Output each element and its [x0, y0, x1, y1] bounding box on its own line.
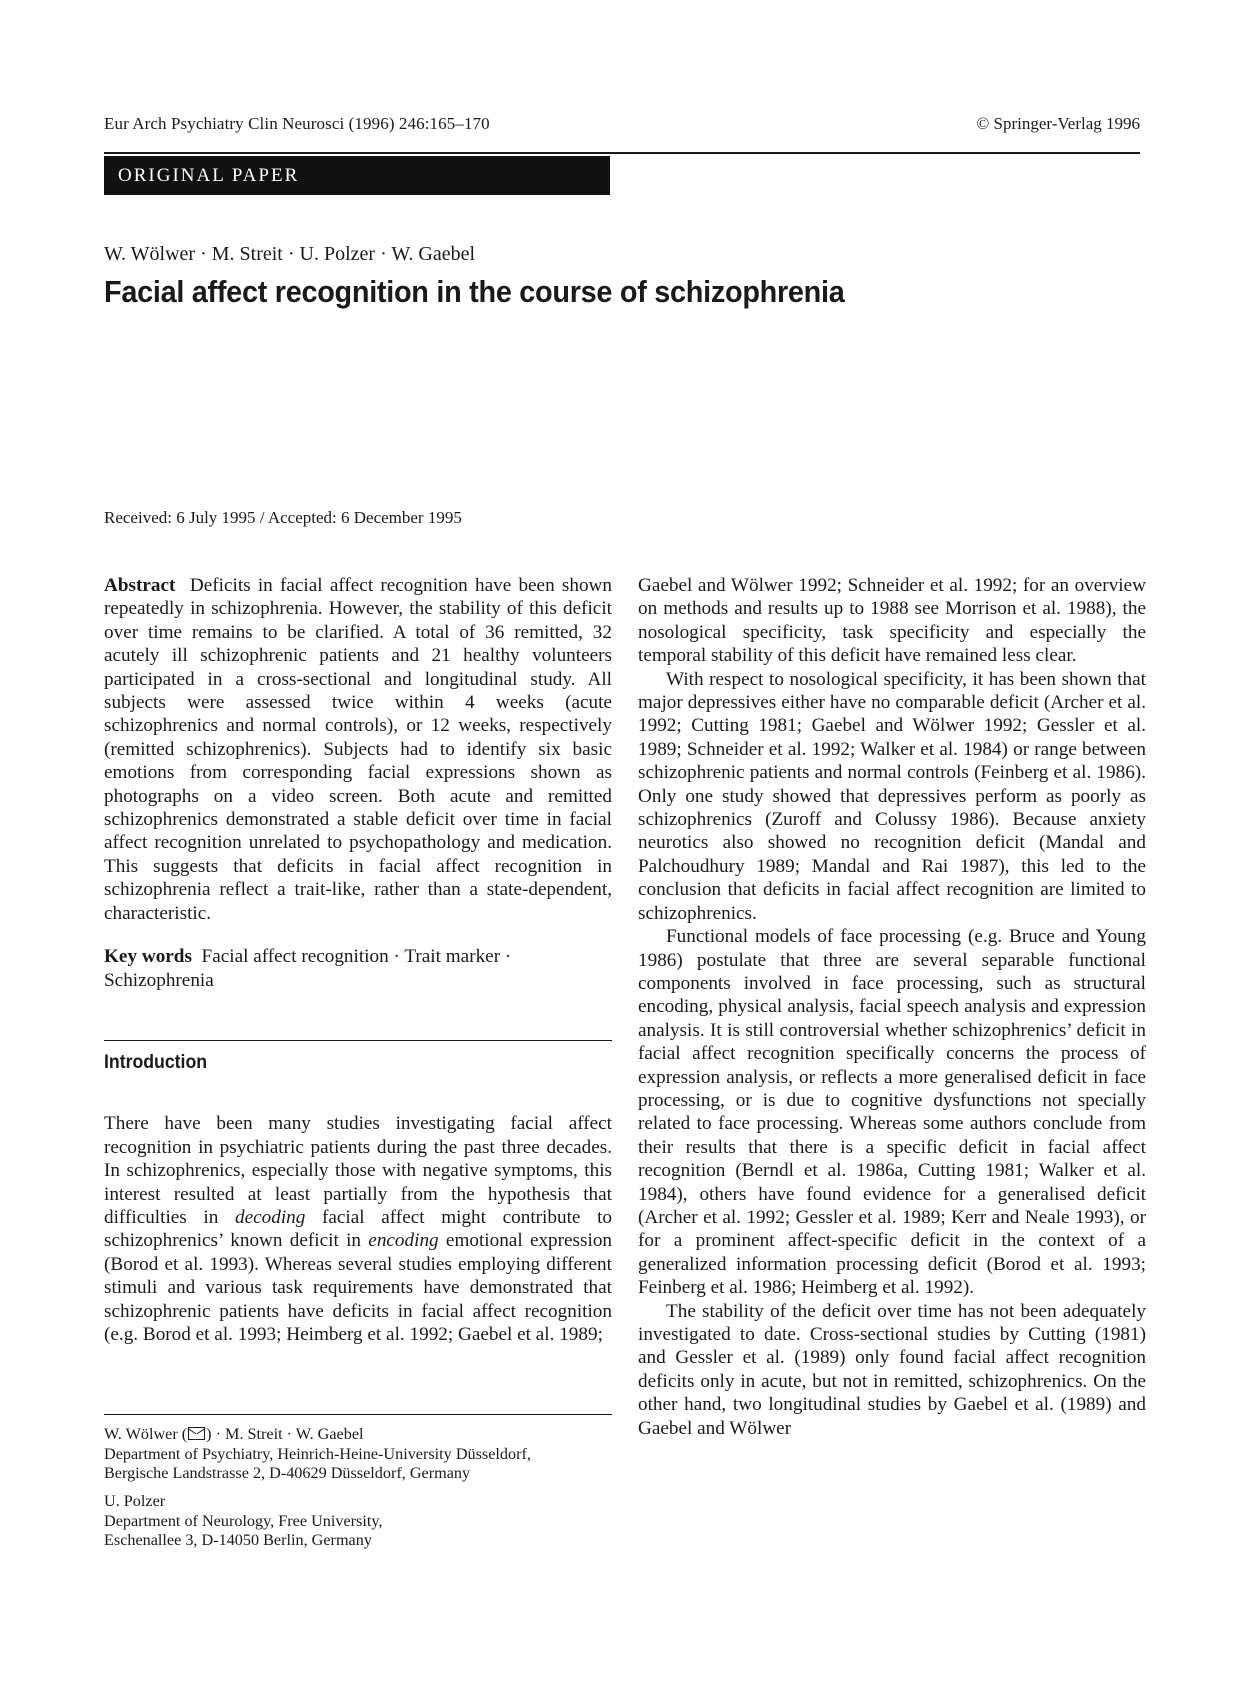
- fn2-author: U. Polzer: [104, 1492, 166, 1510]
- fn1-address: Bergische Landstrasse 2, D-40629 Düsseldorf, Germany: [104, 1464, 471, 1482]
- body-paragraph-3: Functional models of face processing (e.g. Bruce and Young 1986) postulate that three are several separable functional components involved in face processing, such as structural encoding, physical analysis, facial speech analysis and expression analysis. It is still controversial whether schizophrenics’ deficit in facial affect recognition specifically concerns the process of expression analysis, or reflects a more generalised deficit in face processing, or is due to cognitive dysfunctions not specially related to face processing. Whereas some authors conclude from their results that there is a specific deficit in facial affect recognition (Berndl et al. 1986a, Cutting 1981; Walker et al. 1984), others have found evidence for a generalised deficit (Archer et al. 1992; Gessler et al. 1989; Kerr and Neale 1993), or for a prominent affect-specific deficit in the context of a generalized information processing deficit (Borod et al. 1993; Feinberg et al. 1986; Heimberg et al. 1992).: [638, 926, 1146, 1299]
- envelope-icon: [188, 1427, 205, 1440]
- author-list: W. Wölwer · M. Streit · U. Polzer · W. Gaebel: [104, 243, 476, 265]
- copyright: © Springer-Verlag 1996: [976, 114, 1140, 133]
- keywords-text: Facial affect recognition · Trait marker · Schizophrenia: [104, 946, 512, 991]
- corresponding-authors: [104, 1425, 612, 1445]
- received-accepted-dates: Received: 6 July 1995 / Accepted: 6 December 1995: [104, 508, 462, 527]
- keywords: [104, 945, 612, 992]
- article-type-badge: ORIGINAL PAPER: [104, 156, 610, 195]
- intro-text-b: facial affect might contribute to schizophrenics’ known deficit in: [104, 1206, 612, 1252]
- fn2-department: Department of Neurology, Free University,: [104, 1511, 383, 1530]
- journal-citation: Eur Arch Psychiatry Clin Neurosci (1996) 246:165–170: [104, 114, 490, 133]
- right-column: [638, 574, 1146, 1440]
- keywords-label: Key words: [104, 946, 192, 968]
- corresponding-author-affiliation: [104, 1425, 612, 1484]
- abstract-text: Deficits in facial affect recognition have been shown repeatedly in schizophrenia. However, the stability of this deficit over time remains to be clarified. A total of 36 remitted, 32 acutely ill schizophrenic patients and 21 healthy volunteers participated in a cross-sectional and longitudinal study. All subjects were assessed twice within 4 weeks (acute schizophrenics and normal controls), or 12 weeks, respectively (remitted schizophrenics). Subjects had to identify six basic emotions from corresponding facial expressions shown as photographs on a video screen. Both acute and remitted schizophrenics demonstrated a stable deficit over time in facial affect recognition unrelated to psychopathology and medication. This suggests that deficits in facial affect recognition in schizophrenia reflect a trait-like, rather than a state-dependent, characteristic.: [104, 575, 612, 924]
- body-paragraph-2: With respect to nosological specificity, it has been shown that major depressives either have no comparable deficit (Archer et al. 1992; Cutting 1981; Gaebel and Wölwer 1992; Gessler et al. 1989; Schneider et al. 1992; Walker et al. 1984) or range between schizophrenic patients and normal controls (Feinberg et al. 1986). Only one study showed that depressives perform as poorly as schizophrenics (Zuroff and Colussy 1986). Because anxiety neurotics also showed no recognition deficit (Mandal and Palchoudhury 1989; Mandal and Rai 1987), this led to the conclusion that deficits in facial affect recognition are limited to schizophrenics.: [638, 668, 1146, 924]
- intro-text-a: There have been many studies investigating facial affect recognition in psychiatric patients during the past three decades. In schizophrenics, especially those with negative symptoms, this interest resulted at least partially from the hypothesis that difficulties in: [104, 1113, 612, 1228]
- intro-text-c: emotional expression (Borod et al. 1993). Whereas several studies employing different stimuli and various task requirements have demonstrated that schizophrenic patients have deficits in facial affect recognition (e.g. Borod et al. 1993; Heimberg et al. 1992; Gaebel et al. 1989;: [104, 1230, 613, 1345]
- second-affiliation: [104, 1492, 612, 1551]
- body-paragraph-4: The stability of the deficit over time has not been adequately investigated to date. Cross-sectional studies by Cutting (1981) and Gessler et al. (1989) only found facial affect recognition deficits only in acute, but not in remitted, schizophrenics. On the other hand, two longitudinal studies by Gaebel et al. (1989) and Gaebel and Wölwer: [638, 1300, 1146, 1439]
- introduction-paragraph: [104, 1112, 612, 1346]
- intro-emphasis-encoding: encoding: [368, 1230, 439, 1252]
- fn1-department: Department of Psychiatry, Heinrich-Heine-University Düsseldorf,: [104, 1444, 531, 1463]
- fn2-address: Eschenallee 3, D-14050 Berlin, Germany: [104, 1531, 372, 1549]
- fn1-author-b: ) · M. Streit · W. Gaebel: [206, 1425, 364, 1443]
- left-column: [104, 574, 612, 1346]
- intro-emphasis-decoding: decoding: [235, 1206, 306, 1228]
- abstract-label: Abstract: [104, 575, 176, 596]
- abstract: [104, 574, 612, 925]
- section-rule: [104, 1040, 612, 1041]
- fn1-author-a: W. Wölwer (: [104, 1425, 188, 1443]
- section-heading-introduction: Introduction: [104, 1051, 208, 1073]
- body-paragraph-1: Gaebel and Wölwer 1992; Schneider et al. 1992; for an overview on methods and results up to 1988 see Morrison et al. 1988), the nosological specificity, task specificity and especially the temporal stability of this deficit have remained less clear.: [638, 575, 1146, 667]
- header-rule: [104, 152, 1140, 154]
- footnote-rule: [104, 1414, 612, 1415]
- paper-title: Facial affect recognition in the course of schizophrenia: [104, 274, 845, 309]
